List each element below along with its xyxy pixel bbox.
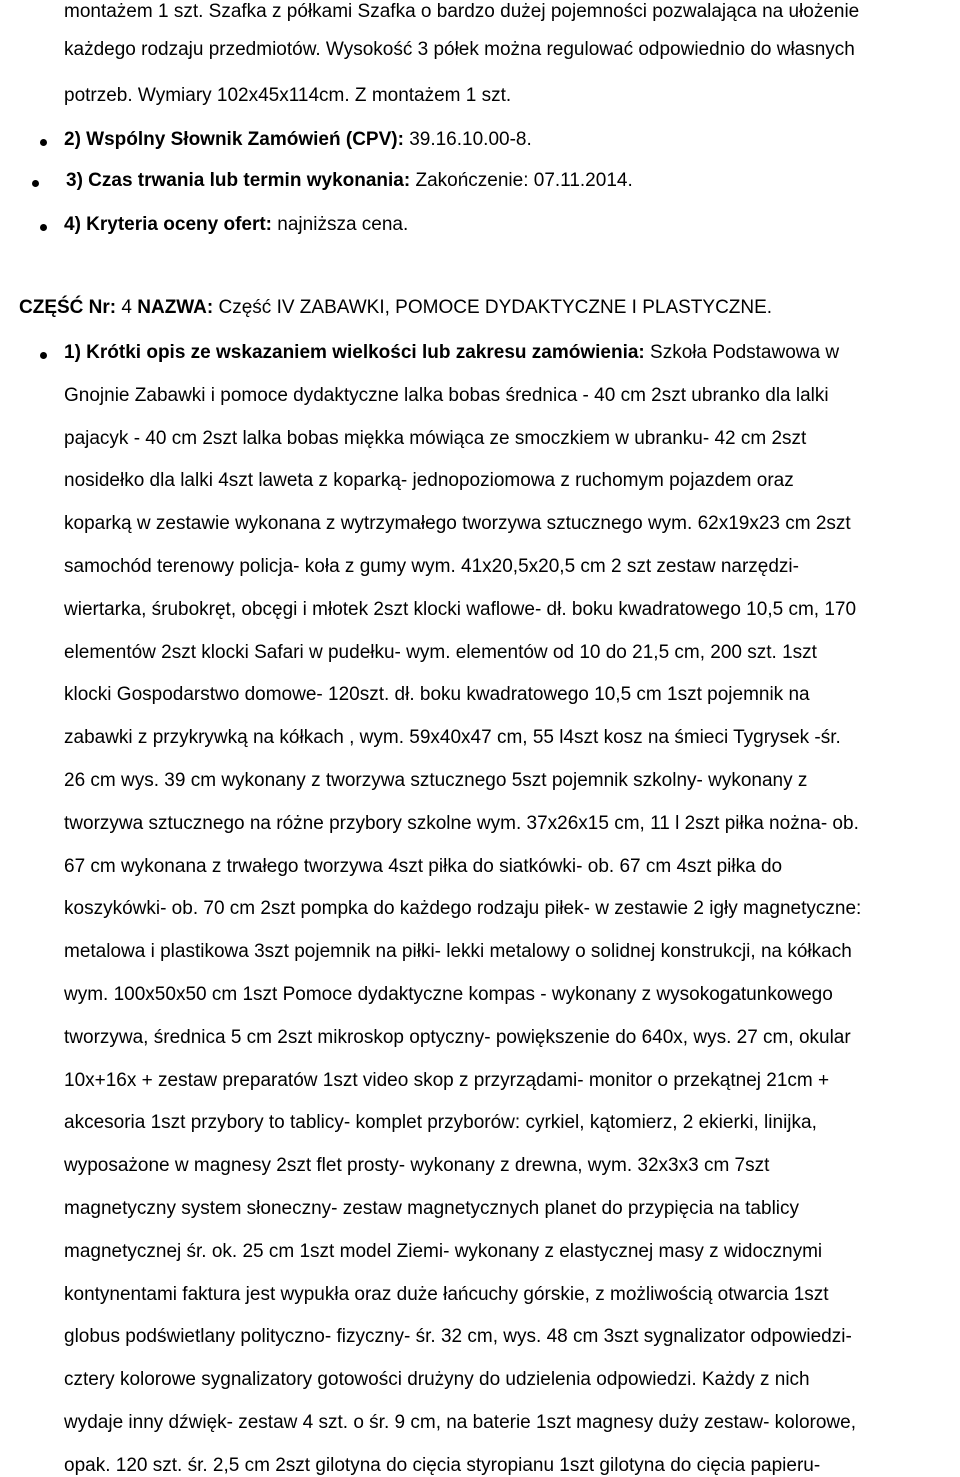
description-line: 10x+16x + zestaw preparatów 1szt video skop z przyrządami- monitor o przekątnej 21cm +: [64, 1070, 830, 1091]
description-line: tworzywa, średnica 5 cm 2szt mikroskop optyczny- powiększenie do 640x, wys. 27 cm, okular: [64, 1027, 851, 1048]
deadline-item: [66, 170, 633, 192]
description-line: koszykówki- ob. 70 cm 2szt pompka do każdego rodzaju piłek- w zestawie 2 igły magnetyczne:: [64, 898, 862, 919]
bullet-icon: [40, 352, 47, 359]
item-value: Zakończenie: 07.11.2014.: [410, 170, 633, 191]
description-line: pajacyk - 40 cm 2szt lalka bobas miękka mówiąca ze smoczkiem w ubranku- 42 cm 2szt: [64, 428, 807, 449]
section-name: Część IV ZABAWKI, POMOCE DYDAKTYCZNE I PLASTYCZNE.: [213, 297, 773, 318]
description-line: koparką w zestawie wykonana z wytrzymałego tworzywa sztucznego wym. 62x19x23 cm 2szt: [64, 513, 851, 534]
description-line: magnetyczny system słoneczny- zestaw magnetycznych planet do przypięcia na tablicy: [64, 1198, 800, 1219]
description-line: tworzywa sztucznego na różne przybory szkolne wym. 37x26x15 cm, 11 l 2szt piłka nożna- ob.: [64, 813, 859, 834]
description-line: wydaje inny dźwięk- zestaw 4 szt. o śr. 9 cm, na baterie 1szt magnesy duży zestaw- kolorowe,: [64, 1412, 856, 1433]
item-value: 39.16.10.00-8.: [403, 129, 532, 150]
description-line: Gnojnie Zabawki i pomoce dydaktyczne lalka bobas średnica - 40 cm 2szt ubranko dla lalki: [64, 385, 829, 406]
item-label: 2) Wspólny Słownik Zamówień (CPV):: [64, 129, 404, 150]
description-line: globus podświetlany polityczno- fizyczny- śr. 32 cm, wys. 48 cm 3szt sygnalizator odpowiedzi-: [64, 1326, 852, 1347]
description-line: zabawki z przykrywką na kółkach , wym. 59x40x47 cm, 55 l4szt kosz na śmieci Tygrysek -śr.: [64, 727, 841, 748]
bullet-icon: [40, 139, 47, 146]
description-line: klocki Gospodarstwo domowe- 120szt. dł. boku kwadratowego 10,5 cm 1szt pojemnik na: [64, 684, 810, 705]
description-first-line: [64, 342, 839, 364]
section-number: 4: [116, 297, 138, 318]
description-line: wyposażone w magnesy 2szt flet prosty- wykonany z drewna, wym. 32x3x3 cm 7szt: [64, 1155, 770, 1176]
description-line: 67 cm wykonana z trwałego tworzywa 4szt piłka do siatkówki- ob. 67 cm 4szt piłka do: [64, 856, 783, 877]
description-line: wym. 100x50x50 cm 1szt Pomoce dydaktyczne kompas - wykonany z wysokogatunkowego: [64, 984, 833, 1005]
description-line: nosidełko dla lalki 4szt laweta z koparką- jednopoziomowa z ruchomym pojazdem oraz: [64, 470, 794, 491]
text-line: potrzeb. Wymiary 102x45x114cm. Z montażem 1 szt.: [64, 85, 512, 106]
item-label: 4) Kryteria oceny ofert:: [64, 214, 273, 235]
section-heading: [19, 297, 772, 319]
criteria-item: [64, 214, 408, 236]
description-line: magnetycznej śr. ok. 25 cm 1szt model Ziemi- wykonany z elastycznej masy z widocznymi: [64, 1241, 823, 1262]
description-value: Szkoła Podstawowa w: [644, 342, 840, 363]
item-value: najniższa cena.: [272, 214, 409, 235]
description-line: kontynentami faktura jest wypukła oraz duże łańcuchy górskie, z możliwością otwarcia 1szt: [64, 1284, 829, 1305]
description-line: 26 cm wys. 39 cm wykonany z tworzywa sztucznego 5szt pojemnik szkolny- wykonany z: [64, 770, 808, 791]
section-name-label: NAZWA:: [137, 297, 214, 318]
description-label: 1) Krótki opis ze wskazaniem wielkości lub zakresu zamówienia:: [64, 342, 645, 363]
section-label: CZĘŚĆ Nr:: [19, 297, 117, 318]
description-line: elementów 2szt klocki Safari w pudełku- wym. elementów od 10 do 21,5 cm, 200 szt. 1szt: [64, 642, 817, 663]
description-line: metalowa i plastikowa 3szt pojemnik na piłki- lekki metalowy o solidnej konstrukcji, na kółkach: [64, 941, 852, 962]
description-line: samochód terenowy policja- koła z gumy wym. 41x20,5x20,5 cm 2 szt zestaw narzędzi-: [64, 556, 799, 577]
text-line: każdego rodzaju przedmiotów. Wysokość 3 półek można regulować odpowiednio do własnych: [64, 39, 855, 60]
item-label: 3) Czas trwania lub termin wykonania:: [66, 170, 411, 191]
text-line: montażem 1 szt. Szafka z półkami Szafka o bardzo dużej pojemności pozwalająca na ułożenie: [64, 1, 860, 22]
description-line: opak. 120 szt. śr. 2,5 cm 2szt gilotyna do cięcia styropianu 1szt gilotyna do cięcia papieru-: [64, 1455, 821, 1476]
bullet-icon: [32, 180, 39, 187]
bullet-icon: [40, 224, 47, 231]
description-line: cztery kolorowe sygnalizatory gotowości drużyny do udzielenia odpowiedzi. Każdy z nich: [64, 1369, 810, 1390]
description-line: akcesoria 1szt przybory to tablicy- komplet przyborów: cyrkiel, kątomierz, 2 ekierki, linijka,: [64, 1112, 817, 1133]
description-line: wiertarka, śrubokręt, obcęgi i młotek 2szt klocki waflowe- dł. boku kwadratowego 10,5 cm, 170: [64, 599, 857, 620]
cpv-item: [64, 129, 532, 151]
